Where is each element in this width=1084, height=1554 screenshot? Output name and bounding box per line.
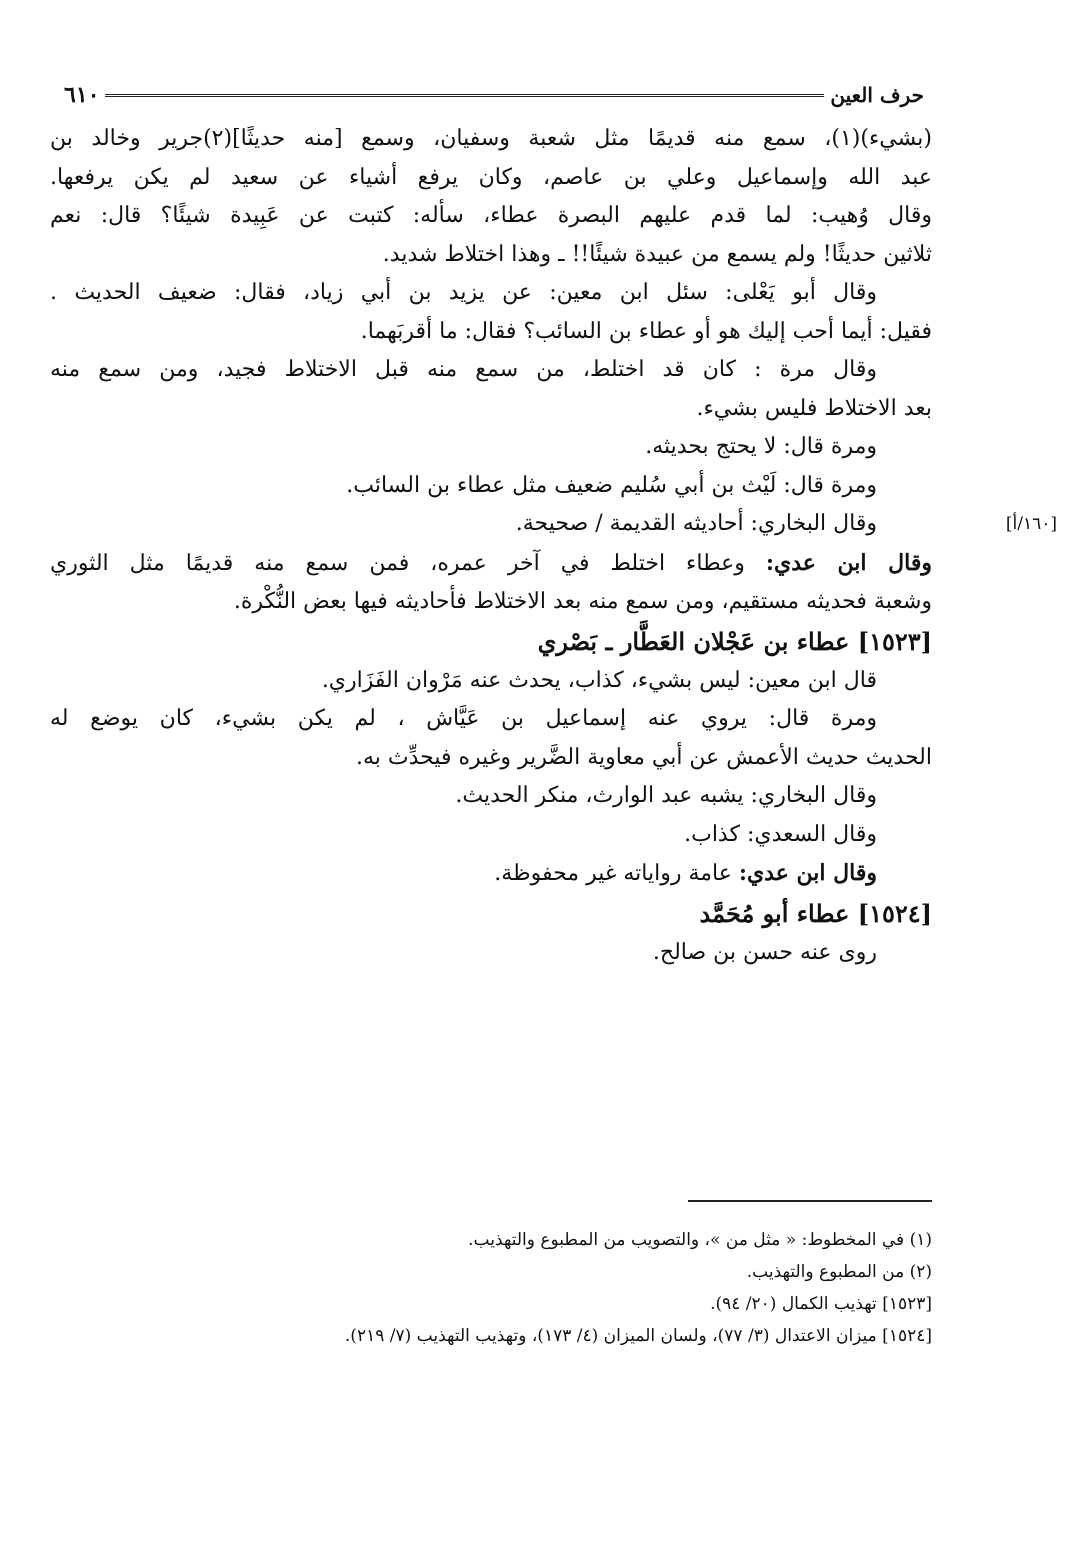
- speaker-label: وقال ابن عدي:: [738, 860, 877, 886]
- line-text: (بشيء)(١)، سمع منه قديمًا مثل شعبة وسفيان، وسمع [منه حديثًا](٢)جرير وخالد بن: [50, 126, 932, 151]
- footnote: [١٥٢٤] ميزان الاعتدال (٣/ ٧٧)، ولسان الميزان (٤/ ١٧٣)، وتهذيب التهذيب (٧/ ٢١٩).: [344, 1326, 932, 1346]
- entry-1524-heading: [١٥٢٤] عطاء أبو مُحَمَّد: [699, 898, 932, 928]
- speaker-label: وقال ابن عدي:: [765, 549, 932, 576]
- line-text: ثلاثين حديثًا! ولم يسمع من عبيدة شيئًا!! ـ وهذا اختلاط شديد.: [382, 241, 932, 267]
- line-text: فقيل: أيما أحب إليك هو أو عطاء بن السائب؟ فقال: ما أقربَهما.: [360, 318, 932, 344]
- page-number: ٦١٠: [64, 82, 100, 108]
- line-text: وقال البخاري: أحاديثه القديمة / صحيحة.: [515, 511, 877, 536]
- footnotes: [50, 1224, 932, 1352]
- footnote: (٢) من المطبوع والتهذيب.: [746, 1262, 932, 1282]
- line-text: وشعبة فحديثه مستقيم، ومن سمع منه بعد الاختلاط فأحاديثه فيها بعض النُّكْرة.: [233, 589, 932, 614]
- text-line: [50, 351, 932, 390]
- line-text: قال ابن معين: ليس بشيء، كذاب، يحدث عنه مَرْوان الفَزَاري.: [321, 667, 877, 693]
- entry-1523-line: [50, 777, 932, 816]
- line-text: وقال وُهيب: لما قدم عليهم البصرة عطاء، سأله: كتبت عن عَبِيدة شيئًا؟ قال: نعم: [50, 203, 932, 228]
- text-line: [50, 544, 932, 584]
- entry-1523-line: [50, 816, 932, 855]
- text-line: [50, 120, 932, 159]
- text-line: [50, 274, 932, 313]
- line-text: عبد الله وإسماعيل وعلي بن عاصم، وكان يرفع أشياء عن سعيد لم يكن يرفعها.: [50, 164, 932, 190]
- line-text: وقال مرة : كان قد اختلط، من سمع منه قبل الاختلاط فجيد، ومن سمع منه: [50, 357, 877, 382]
- text-line: [50, 236, 932, 275]
- line-text: وقال أبو يَعْلى: سئل ابن معين: عن يزيد بن أبي زياد، فقال: ضعيف الحديث .: [50, 280, 877, 305]
- main-text: [50, 120, 1057, 972]
- line-text: روى عنه حسن بن صالح.: [652, 939, 877, 965]
- line-text: ومرة قال: لا يحتج بحديثه.: [645, 434, 877, 459]
- line-text: بعد الاختلاط فليس بشيء.: [696, 395, 932, 421]
- entry-1524-line: [50, 934, 932, 973]
- text-line: [50, 467, 932, 506]
- footnote-separator: [688, 1200, 932, 1202]
- line-text: ومرة قال: لَيْث بن أبي سُليم ضعيف مثل عطاء بن السائب.: [346, 472, 877, 498]
- page-header: [50, 78, 932, 112]
- footnote: (١) في المخطوط: « مثل من »، والتصويب من المطبوع والتهذيب.: [468, 1230, 932, 1250]
- entry-1523-heading: [١٥٢٣] عطاء بن عَجْلان العَطَّار ـ بَصْري: [537, 626, 932, 656]
- text-line: [50, 390, 932, 429]
- document-page: [50, 78, 1057, 972]
- header-rule: [105, 94, 824, 97]
- manuscript-folio-marker: [١٦٠/أ]: [1005, 514, 1057, 534]
- text-line: [50, 159, 932, 198]
- footnote: [١٥٢٣] تهذيب الكمال (٢٠/ ٩٤).: [710, 1294, 932, 1314]
- entry-1523-line: [50, 700, 932, 739]
- line-text: عامة رواياته غير محفوظة.: [494, 861, 739, 886]
- text-line: [50, 428, 932, 467]
- line-text: ومرة قال: يروي عنه إسماعيل بن عَيَّاش ، لم يكن بشيء، كان يوضع له: [50, 706, 877, 731]
- line-text: وعطاء اختلط في آخر عمره، فمن سمع منه قديمًا مثل الثوري: [50, 550, 766, 576]
- text-line: [50, 313, 932, 352]
- text-line: [50, 583, 932, 622]
- text-line: [50, 197, 932, 236]
- text-line: [50, 505, 1057, 544]
- line-text: الحديث حديث الأعمش عن أبي معاوية الضَّرير وغيره فيحدِّث به.: [356, 744, 932, 770]
- entry-1523-line: [50, 662, 932, 701]
- entry-1523-line: [50, 854, 932, 894]
- line-text: وقال البخاري: يشبه عبد الوارث، منكر الحديث.: [455, 783, 877, 808]
- line-text: وقال السعدي: كذاب.: [684, 821, 877, 847]
- entry-1523-line: [50, 739, 932, 778]
- running-title: حرف العين: [830, 83, 924, 107]
